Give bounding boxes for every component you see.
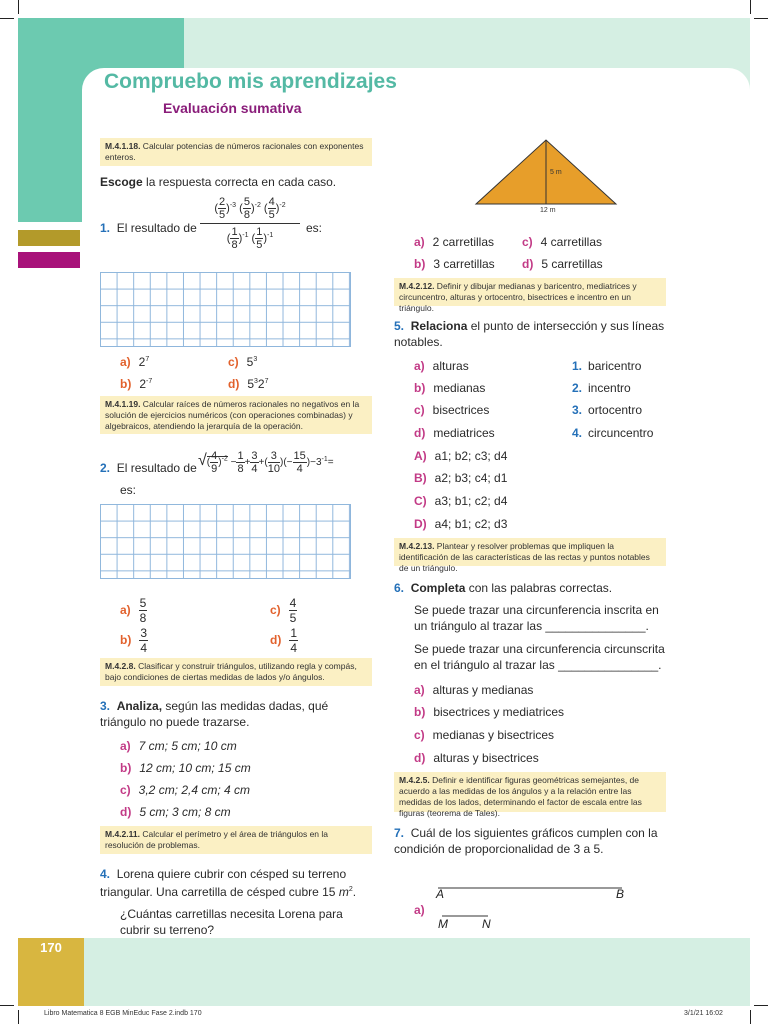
q6-sentence-2: Se puede trazar una circunferencia circunscrita en el triángulo al trazar las _______________.	[414, 642, 665, 672]
q2-after: es:	[120, 483, 137, 497]
question-4: 4. Lorena quiere cubrir con césped su terreno triangular. Una carretilla de césped cubre 15 $m^2$.	[100, 867, 357, 899]
q4-option-b[interactable]: b) 3 carretillas	[414, 257, 495, 271]
q5-left-d: d) mediatrices	[414, 426, 495, 440]
crop-mark	[754, 18, 768, 19]
q1-after: es:	[306, 221, 323, 235]
q5-left-b: b) medianas	[414, 381, 486, 395]
page-number: 170	[40, 940, 62, 955]
q1-option-b[interactable]: b) $2^{-7}$	[120, 377, 153, 391]
q6-option-a[interactable]: a) alturas y medianas	[414, 683, 534, 697]
q4-option-a[interactable]: a) 2 carretillas	[414, 235, 495, 249]
q2-expression: √( $\frac{4}{9}$ )$^{-2}$ − $\frac{1}{8}$ + $\frac{3}{4}$ +( $\frac{3}{10}$ )(− $\frac{15}{4}$ )$-3^{-1}=$	[198, 450, 334, 475]
crop-mark	[750, 0, 751, 14]
segments-figure	[432, 880, 632, 934]
q4-option-c[interactable]: c) 4 carretillas	[522, 235, 603, 249]
point-a-label: A	[436, 887, 445, 901]
question-7: 7. Cuál de los siguientes gráficos cumplen con la condición de proporcionalidad de 3 a 5.	[394, 826, 658, 856]
standard-box: M.4.1.18. Calcular potencias de números racionales con exponentes enteros.	[100, 138, 372, 166]
footer-date: 3/1/21 16:02	[684, 1010, 723, 1017]
crop-mark	[0, 1005, 14, 1006]
crop-mark	[750, 1010, 751, 1024]
standard-box: M.4.2.11. Calcular el perímetro y el área de triángulos en la resolución de problemas.	[100, 826, 372, 854]
q5-answer-b[interactable]: B) a2; b3; c4; d1	[414, 471, 508, 485]
q1-option-c[interactable]: c) $5^3$	[228, 355, 258, 369]
q5-answer-c[interactable]: C) a3; b1; c2; d4	[414, 494, 508, 508]
q5-answer-d[interactable]: D) a4; b1; c2; d3	[414, 517, 508, 531]
q6-option-c[interactable]: c) medianas y bisectrices	[414, 728, 555, 742]
point-b-label: B	[616, 887, 625, 901]
q4-question: ¿Cuántas carretillas necesita Lorena para cubrir su terreno?	[120, 907, 343, 937]
q5-answer-a[interactable]: A) a1; b2; c3; d4	[414, 449, 508, 463]
crop-mark	[18, 0, 19, 14]
q2-option-a[interactable]: a) $\frac{5}{8}$	[120, 596, 147, 625]
q3-option-a[interactable]: a) 7 cm; 5 cm; 10 cm	[120, 739, 237, 753]
work-grid	[100, 504, 351, 579]
standard-box: M.4.1.19. Calcular raíces de números racionales no negativos en la solución de ejercicios numéricos (con operaciones combinadas) y algebraicos, atendiendo la jerarquía de la operación.	[100, 396, 372, 434]
gold-strip	[18, 230, 80, 246]
q3-option-d[interactable]: d) 5 cm; 3 cm; 8 cm	[120, 805, 231, 819]
q3-option-c[interactable]: c) 3,2 cm; 2,4 cm; 4 cm	[120, 783, 251, 797]
q6-option-b[interactable]: b) bisectrices y mediatrices	[414, 705, 565, 719]
crop-mark	[754, 1005, 768, 1006]
standard-box: M.4.2.5. Definir e identificar figuras geométricas semejantes, de acuerdo a las medidas de los ángulos y a la relación entre las medidas de los lados, determinando el factor de escala entre las figuras (teorema de Tales).	[394, 772, 666, 812]
footer-file-info: Libro Matematica 8 EGB MinEduc Fase 2.indb 170	[44, 1010, 202, 1017]
q1-expression: ( $\frac{2}{5}$ )$^{-3}$ ( $\frac{5}{8}$ )$^{-2}$ ( $\frac{4}{5}$ )$^{-2}$ ( $\frac{1}{8}$ )$^{-1}$ ( $\frac{1}{5}$ )$^{-1}$	[200, 196, 300, 251]
q6-sentence-1: Se puede trazar una circunferencia inscrita en un triángulo al trazar las _______________.	[414, 603, 659, 633]
q6-option-d[interactable]: d) alturas y bisectrices	[414, 751, 539, 765]
q2-option-b[interactable]: b) $\frac{3}{4}$	[120, 626, 148, 655]
standard-box: M.4.2.12. Definir y dibujar medianas y baricentro, mediatrices y circuncentro, alturas y ortocentro, bisectrices e incentro en un triángulo.	[394, 278, 666, 306]
q2-option-c[interactable]: c) $\frac{4}{5}$	[270, 596, 297, 625]
q5-left-a: a) alturas	[414, 359, 469, 373]
question-2: 2. El resultado de	[100, 461, 197, 475]
q5-right-1: 1. baricentro	[572, 359, 642, 373]
standard-box: M.4.2.13. Plantear y resolver problemas que impliquen la identificación de las características de las rectas y puntos notables de un triángulo.	[394, 538, 666, 566]
q2-option-d[interactable]: d) $\frac{1}{4}$	[270, 626, 298, 655]
q5-right-2: 2. incentro	[572, 381, 631, 395]
height-label: 5 m	[550, 169, 562, 176]
crop-mark	[18, 1010, 19, 1024]
question-3: 3. Analiza, según las medidas dadas, qué triángulo no puede trazarse.	[100, 699, 329, 729]
triangle-figure	[470, 136, 630, 216]
magenta-strip	[18, 252, 80, 268]
q1-option-d[interactable]: d) $5^32^7$	[228, 377, 269, 391]
q7-option-a[interactable]: a)	[414, 903, 425, 917]
question-6: 6. Completa con las palabras correctas.	[394, 581, 613, 595]
point-n-label: N	[482, 917, 491, 931]
page-title: Compruebo mis aprendizajes	[104, 70, 397, 93]
q5-right-3: 3. ortocentro	[572, 403, 643, 417]
base-label: 12 m	[540, 207, 556, 214]
question-1: 1. El resultado de	[100, 221, 197, 235]
q4-option-d[interactable]: d) 5 carretillas	[522, 257, 603, 271]
crop-mark	[0, 18, 14, 19]
point-m-label: M	[438, 917, 448, 931]
q5-right-4: 4. circuncentro	[572, 426, 654, 440]
footer-band	[18, 938, 750, 1006]
question-5: 5. Relaciona el punto de intersección y sus líneas notables.	[394, 319, 665, 349]
page-subtitle: Evaluación sumativa	[163, 100, 302, 116]
q3-option-b[interactable]: b) 12 cm; 10 cm; 15 cm	[120, 761, 251, 775]
q5-left-c: c) bisectrices	[414, 403, 490, 417]
work-grid	[100, 272, 351, 347]
q1-option-a[interactable]: a) $2^7$	[120, 355, 150, 369]
standard-box: M.4.2.8. Clasificar y construir triángulos, utilizando regla y compás, bajo condiciones de ciertas medidas de lados y/o ángulos.	[100, 658, 372, 686]
instruction: Escoge la respuesta correcta en cada caso.	[100, 175, 337, 189]
